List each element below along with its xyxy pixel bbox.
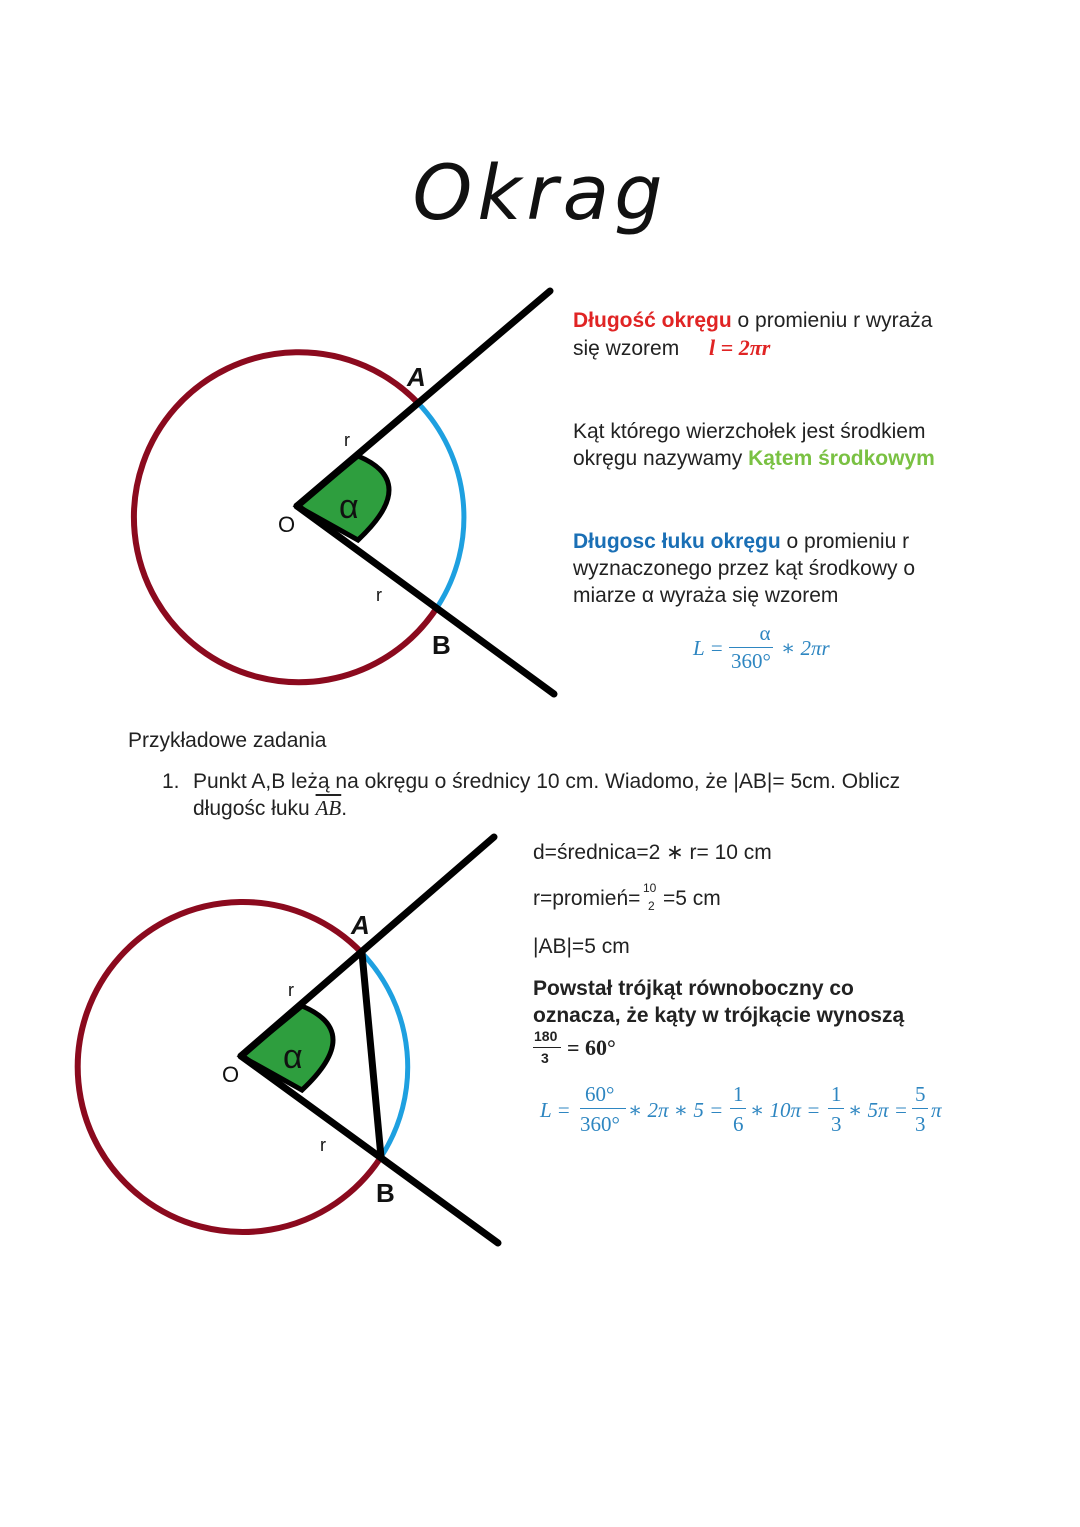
calc-f3-den: 3 — [831, 1112, 842, 1136]
formula-denominator: 360° — [731, 649, 771, 673]
circumference-rest: o promieniu r wyraża — [731, 309, 933, 332]
ray-a — [297, 291, 550, 506]
central-angle-line1: Kąt którego wierzchołek jest środkiem — [573, 420, 926, 443]
calc-f3-num: 1 — [831, 1082, 842, 1106]
radius-label-bottom-2: r — [320, 1135, 326, 1155]
point-a-label-2: A — [351, 910, 370, 940]
calc-mid1: ∗ 2π ∗ 5 = — [628, 1098, 724, 1122]
circumference-definition — [573, 307, 993, 362]
task-line1: Punkt A,B leżą na okręgu o średnicy 10 cm. Wiadomo, że |AB|= 5cm. Oblicz — [193, 770, 901, 793]
angle-label-2: α — [283, 1038, 303, 1076]
central-angle-term: Kątem środkowym — [748, 447, 935, 470]
calc-f1-num: 60° — [585, 1082, 615, 1106]
task-text — [193, 768, 993, 822]
ray-b — [297, 506, 554, 694]
calc-f2-den: 6 — [733, 1112, 744, 1136]
arc-length-definition — [573, 528, 993, 609]
calc-f4-den: 3 — [915, 1112, 926, 1136]
radius-den: 2 — [648, 899, 655, 913]
calc-lhs: L = — [540, 1098, 571, 1122]
circumference-term: Długość okręgu — [573, 309, 732, 332]
circle-diagram-2 — [0, 820, 520, 1250]
task-line2: długośc łuku — [193, 797, 316, 820]
calc-f2-bar — [730, 1108, 746, 1109]
point-b-label: B — [432, 630, 451, 660]
ray-b-2 — [241, 1056, 498, 1243]
radius-label-bottom: r — [376, 585, 382, 605]
radius-lhs: r=promień= — [533, 887, 641, 910]
solution-conclusion — [533, 975, 953, 1029]
formula-rhs: ∗ 2πr — [781, 636, 830, 660]
calc-f4-bar — [912, 1108, 928, 1109]
angle-calc — [533, 1028, 733, 1072]
central-angle-definition — [573, 418, 993, 472]
calc-end: π — [931, 1098, 942, 1122]
circle-diagram-1 — [0, 270, 600, 720]
center-label-2: O — [222, 1062, 240, 1087]
calc-mid3: ∗ 5π = — [848, 1098, 908, 1122]
angle-result: = 60° — [567, 1035, 616, 1060]
solution-radius — [533, 881, 833, 925]
radius-label-top: r — [344, 430, 350, 450]
radius-rhs: =5 cm — [663, 887, 721, 910]
solution-diameter: d=średnica=2 ∗ r= 10 cm — [533, 841, 772, 864]
arc-length-line3: miarze α wyraża się wzorem — [573, 584, 839, 607]
minor-arc — [418, 403, 464, 606]
angle-num: 180 — [534, 1028, 558, 1044]
fraction-bar — [729, 647, 773, 648]
calc-f2-num: 1 — [733, 1082, 744, 1106]
arc-length-term: Długosc łuku okręgu — [573, 530, 781, 553]
radius-label-top-2: r — [288, 980, 294, 1000]
calc-f4-num: 5 — [915, 1082, 926, 1106]
formula-numerator: α — [759, 621, 771, 645]
page-title: Okrag — [412, 148, 668, 237]
examples-heading: Przykładowe zadania — [128, 729, 327, 752]
conclusion-line1: Powstał trójkąt równoboczny co — [533, 977, 854, 1000]
angle-fraction-bar — [533, 1047, 561, 1048]
chord-ab — [362, 953, 381, 1157]
point-b-label-2: B — [376, 1178, 395, 1208]
calc-f1-den: 360° — [580, 1112, 620, 1136]
circumference-line2: się wzorem — [573, 337, 680, 360]
center-label: O — [278, 512, 296, 537]
calc-f3-bar — [828, 1108, 844, 1109]
task-number: 1. — [162, 770, 180, 793]
arc-length-line2: wyznaczonego przez kąt środkowy o — [573, 557, 915, 580]
angle-den: 3 — [541, 1050, 549, 1066]
radius-num: 10 — [643, 881, 657, 895]
circumference-formula: l = 2πr — [709, 335, 771, 360]
central-angle-line2: okręgu nazywamy — [573, 447, 749, 470]
point-a-label: A — [407, 362, 426, 392]
angle-label: α — [339, 488, 359, 526]
task-arc: $\overline{AB}$ — [315, 796, 342, 820]
calc-f1-bar — [580, 1108, 626, 1109]
task-end: . — [341, 797, 348, 820]
solution-chord: |AB|=5 cm — [533, 935, 630, 958]
calc-mid2: ∗ 10π = — [750, 1098, 821, 1122]
formula-lhs: L = — [693, 636, 724, 660]
final-calculation — [540, 1082, 960, 1138]
conclusion-line2: oznacza, że kąty w trójkącie wynoszą — [533, 1004, 905, 1027]
arc-length-rest: o promieniu r — [780, 530, 910, 553]
